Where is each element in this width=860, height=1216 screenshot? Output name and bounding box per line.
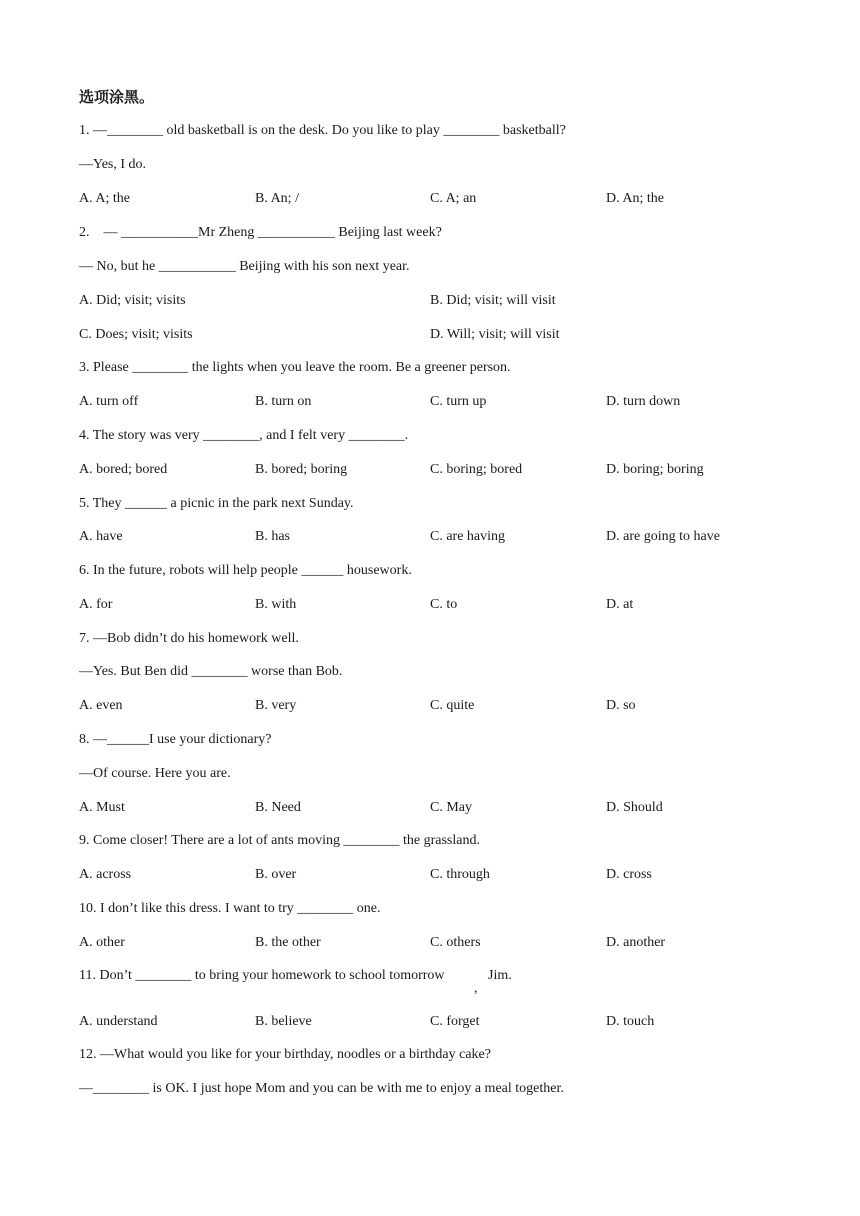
question-11-option-c[interactable]: C. forget [430,1014,480,1029]
question-7-stem: 7. —Bob didn’t do his homework well. [79,631,299,646]
question-3-stem: 3. Please ________ the lights when you leave the room. Be a greener person. [79,360,511,375]
question-11-stem-tail: Jim. [488,968,512,983]
question-5-option-c[interactable]: C. are having [430,529,506,544]
question-4-option-c[interactable]: C. boring; bored [430,462,523,477]
question-1-option-b[interactable]: B. An; / [255,191,299,206]
question-5-stem: 5. They ______ a picnic in the park next Sunday. [79,496,354,511]
question-5-option-d[interactable]: D. are going to have [606,529,720,544]
question-10-stem: 10. I don’t like this dress. I want to try ________ one. [79,901,381,916]
question-3-option-d[interactable]: D. turn down [606,394,681,409]
question-2-option-c[interactable]: C. Does; visit; visits [79,327,193,342]
question-10-option-a[interactable]: A. other [79,935,125,950]
question-3-option-c[interactable]: C. turn up [430,394,487,409]
question-3-option-b[interactable]: B. turn on [255,394,312,409]
question-2-stem: 2. — ___________Mr Zheng ___________ Beijing last week? [79,225,442,240]
question-2-option-d[interactable]: D. Will; visit; will visit [430,327,560,342]
question-6-option-c[interactable]: C. to [430,597,458,612]
question-7-option-c[interactable]: C. quite [430,698,475,713]
question-4-stem: 4. The story was very ________, and I felt very ________. [79,428,409,443]
question-6-option-b[interactable]: B. with [255,597,297,612]
question-10-option-c[interactable]: C. others [430,935,481,950]
question-4-option-d[interactable]: D. boring; boring [606,462,704,477]
question-6-option-a[interactable]: A. for [79,597,113,612]
question-11-option-b[interactable]: B. believe [255,1014,312,1029]
question-12-reply: —________ is OK. I just hope Mom and you can be with me to enjoy a meal together. [79,1081,564,1096]
question-1-reply: —Yes, I do. [79,157,147,172]
question-1-option-d[interactable]: D. An; the [606,191,664,206]
question-9-option-c[interactable]: C. through [430,867,490,882]
question-2-option-a[interactable]: A. Did; visit; visits [79,293,186,308]
question-7-reply: —Yes. But Ben did ________ worse than Bob. [79,664,343,679]
question-9-option-d[interactable]: D. cross [606,867,652,882]
question-10-option-b[interactable]: B. the other [255,935,321,950]
question-4-option-a[interactable]: A. bored; bored [79,462,168,477]
question-9-option-a[interactable]: A. across [79,867,132,882]
question-8-option-b[interactable]: B. Need [255,800,301,815]
question-11-option-a[interactable]: A. understand [79,1014,158,1029]
question-1-option-a[interactable]: A. A; the [79,191,130,206]
question-11-option-d[interactable]: D. touch [606,1014,655,1029]
question-5-option-a[interactable]: A. have [79,529,123,544]
question-5-option-b[interactable]: B. has [255,529,290,544]
question-9-option-b[interactable]: B. over [255,867,297,882]
question-2-option-b[interactable]: B. Did; visit; will visit [430,293,556,308]
question-11-comma: , [474,981,478,996]
question-8-stem: 8. —______I use your dictionary? [79,732,272,747]
section-heading: 选项涂黑。 [79,88,155,106]
question-7-option-a[interactable]: A. even [79,698,123,713]
question-3-option-a[interactable]: A. turn off [79,394,139,409]
question-8-reply: —Of course. Here you are. [79,766,231,781]
question-8-option-c[interactable]: C. May [430,800,472,815]
question-7-option-d[interactable]: D. so [606,698,636,713]
question-10-option-d[interactable]: D. another [606,935,666,950]
question-11-stem: 11. Don’t ________ to bring your homework to school tomorrow [79,968,445,983]
question-7-option-b[interactable]: B. very [255,698,297,713]
question-9-stem: 9. Come closer! There are a lot of ants moving ________ the grassland. [79,833,480,848]
question-1-stem: 1. —________ old basketball is on the desk. Do you like to play ________ basketball? [79,123,566,138]
question-8-option-a[interactable]: A. Must [79,800,125,815]
question-6-option-d[interactable]: D. at [606,597,634,612]
question-8-option-d[interactable]: D. Should [606,800,663,815]
question-12-stem: 12. —What would you like for your birthday, noodles or a birthday cake? [79,1047,491,1062]
question-4-option-b[interactable]: B. bored; boring [255,462,348,477]
question-1-option-c[interactable]: C. A; an [430,191,477,206]
question-6-stem: 6. In the future, robots will help people ______ housework. [79,563,412,578]
question-2-reply: — No, but he ___________ Beijing with his son next year. [79,259,410,274]
